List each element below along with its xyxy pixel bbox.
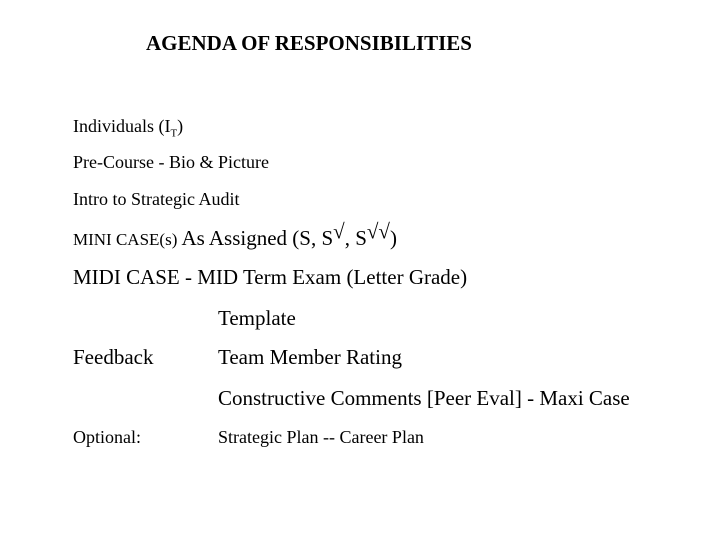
line-team-member-rating: Team Member Rating: [218, 345, 402, 369]
individuals-text: Individuals (I: [73, 116, 171, 136]
optional-label: Optional:: [73, 427, 141, 447]
individuals-subscript: T: [170, 127, 178, 140]
mini-case-close: ): [389, 226, 397, 250]
mini-case-rest: As Assigned (S, S: [177, 226, 334, 250]
mini-case-mid: , S: [344, 226, 367, 250]
line-optional-plans: Strategic Plan -- Career Plan: [218, 427, 424, 447]
line-individuals: [73, 116, 184, 140]
page-title: AGENDA OF RESPONSIBILITIES: [146, 31, 472, 55]
line-intro-strategic-audit: Intro to Strategic Audit: [73, 189, 240, 209]
feedback-label: Feedback: [73, 345, 154, 369]
line-constructive-comments: Constructive Comments [Peer Eval] - Maxi Case: [218, 386, 630, 410]
mini-case-prefix: MINI CASE(s): [73, 230, 178, 249]
line-template: Template: [218, 306, 296, 330]
line-midi-case: MIDI CASE - MID Term Exam (Letter Grade): [73, 265, 468, 289]
mini-case-check-2: √√: [366, 219, 390, 244]
line-mini-case: [73, 219, 397, 250]
individuals-close: ): [177, 116, 184, 136]
line-precourse: Pre-Course - Bio & Picture: [73, 152, 269, 172]
mini-case-check-1: √: [333, 219, 345, 244]
